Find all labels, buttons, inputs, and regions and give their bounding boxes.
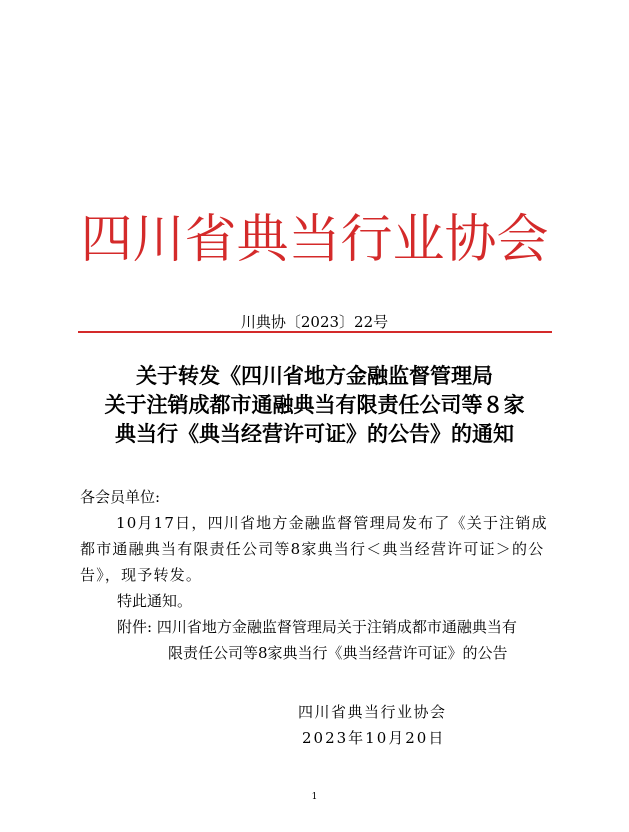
org-letterhead-title: 四川省典当行业协会	[80, 210, 549, 270]
body-paragraph	[80, 510, 550, 588]
document-number: 川典协〔2023〕22号	[240, 313, 389, 331]
body-paragraph-text: 10月17日，四川省地方金融监督管理局发布了《关于注销成都市通融典当有限责任公司等8家典当行＜典当经营许可证＞的公告》，现予转发。	[80, 514, 548, 584]
special-notice: 特此通知。	[117, 592, 193, 610]
page-number: 1	[311, 792, 318, 802]
red-divider-line	[78, 331, 552, 333]
attachment-line-1: 附件: 四川省地方金融监督管理局关于注销成都市通融典当有	[117, 618, 517, 636]
signature-date: 2023年10月20日	[302, 729, 446, 747]
notice-title-line-3: 典当行《典当经营许可证》的公告》的通知	[115, 422, 514, 446]
attachment-line-2: 限责任公司等8家典当行《典当经营许可证》的公告	[168, 644, 508, 662]
notice-title	[0, 362, 629, 449]
signature-organization: 四川省典当行业协会	[298, 703, 447, 721]
notice-title-line-1: 关于转发《四川省地方金融监督管理局	[136, 364, 493, 388]
salutation: 各会员单位:	[80, 488, 161, 506]
notice-title-line-2: 关于注销成都市通融典当有限责任公司等８家	[104, 393, 525, 417]
